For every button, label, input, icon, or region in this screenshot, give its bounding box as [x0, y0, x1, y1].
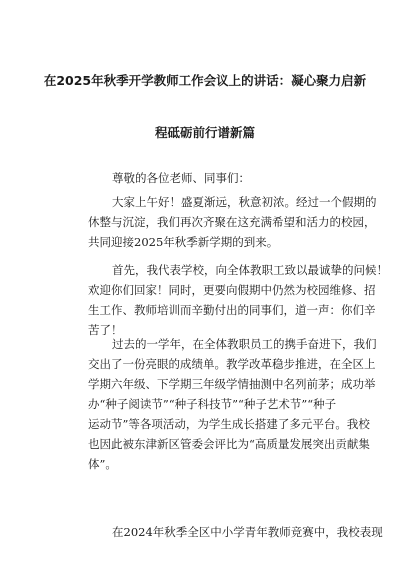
paragraph-line: 过去的一学年，在全体教职员工的携手奋进下，我们 — [112, 337, 377, 351]
paragraph-line: 运动节”等各项活动，为学生成长搭建了多元平台。我校 — [88, 417, 370, 431]
paragraph-greeting — [88, 192, 377, 252]
salutation — [88, 168, 366, 188]
paragraph-line: 学期六年级、下学期三年级学情抽测中名列前茅；成功举 — [88, 377, 376, 391]
paragraph-line: 苦了！ — [88, 323, 123, 337]
paragraph-line: 交出了一份亮眼的成绩单。教学改革稳步推进，在全区上 — [88, 357, 376, 371]
paragraph-line: 体”。 — [88, 457, 117, 471]
document-title-line-2: 程砥砺前行谱新篇 — [154, 125, 255, 140]
document-title-line-1: 在2025年秋季开学教师工作会议上的讲话：凝心聚力启新 — [43, 73, 367, 88]
paragraph-review — [88, 334, 377, 474]
paragraph-line: 在2024年秋季全区中小学青年教师竞赛中，我校表现 — [112, 525, 383, 539]
paragraph-competition — [88, 522, 383, 542]
paragraph-line: 欢迎你们回家！同时，更要向假期中仍然为校园维修、招 — [88, 283, 376, 297]
paragraph-welcome — [88, 260, 388, 340]
paragraph-line: 也因此被东津新区管委会评比为“高质量发展突出贡献集 — [88, 437, 370, 451]
paragraph-line: 首先，我代表学校，向全体教职工致以最诚挚的问候！ — [112, 263, 388, 277]
paragraph-line: 大家上午好！盛夏渐远，秋意初浓。经过一个假期的 — [112, 195, 377, 209]
paragraph-line: 共同迎接2025年秋季新学期的到来。 — [88, 235, 279, 249]
salutation-text: 尊敬的各位老师、同事们： — [112, 171, 250, 185]
paragraph-line: 生工作、教师培训而辛勤付出的同事们，道一声：你们辛 — [88, 303, 376, 317]
paragraph-line: 办“种子阅读节”“种子科技节”“种子艺术节”“种子 — [88, 397, 337, 411]
paragraph-line: 休整与沉淀，我们再次齐聚在这充满希望和活力的校园， — [88, 215, 376, 229]
